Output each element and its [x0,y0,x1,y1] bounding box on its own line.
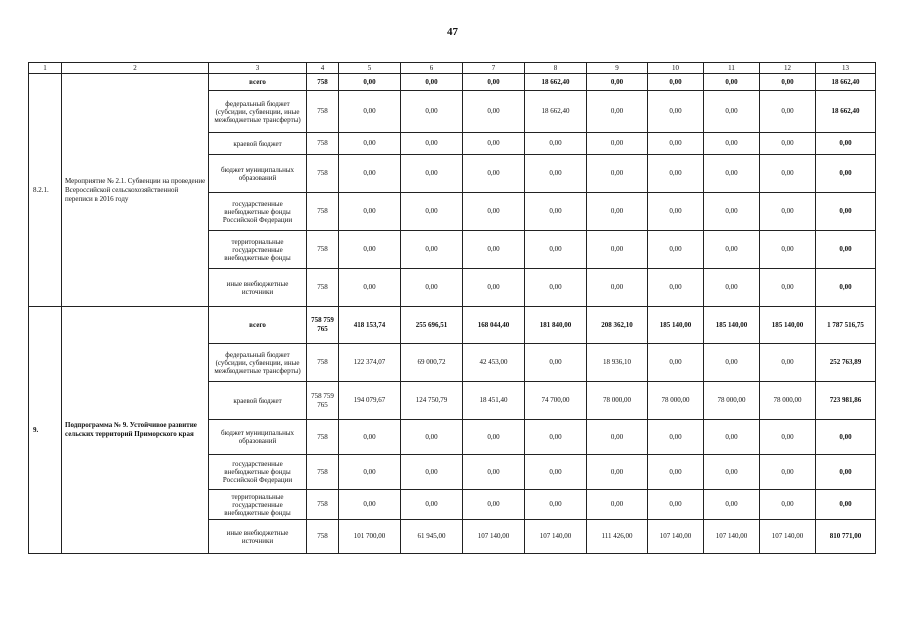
total-cell: 18 662,40 [816,74,876,91]
funding-source: иные внебюджетные источники [209,520,307,554]
value-cell: 0,00 [587,455,648,490]
column-header: 12 [760,63,816,74]
value-cell: 168 044,40 [463,307,525,344]
value-cell: 0,00 [463,193,525,231]
value-cell: 0,00 [339,91,401,133]
value-cell: 0,00 [525,490,587,520]
value-cell: 0,00 [587,133,648,155]
column-header: 10 [648,63,704,74]
total-cell: 1 787 516,75 [816,307,876,344]
value-cell: 18 936,10 [587,344,648,382]
total-cell: 0,00 [816,455,876,490]
value-cell: 0,00 [704,269,760,307]
total-cell: 0,00 [816,420,876,455]
value-cell: 0,00 [463,133,525,155]
value-cell: 0,00 [463,155,525,193]
kbk-code: 758 [307,490,339,520]
value-cell: 0,00 [648,420,704,455]
funding-source: краевой бюджет [209,133,307,155]
value-cell: 0,00 [648,74,704,91]
value-cell: 18 662,40 [525,74,587,91]
funding-source: всего [209,307,307,344]
value-cell: 111 426,00 [587,520,648,554]
value-cell: 78 000,00 [704,382,760,420]
value-cell: 0,00 [587,420,648,455]
value-cell: 255 696,51 [401,307,463,344]
column-header: 2 [62,63,209,74]
value-cell: 0,00 [339,155,401,193]
value-cell: 194 079,67 [339,382,401,420]
value-cell: 0,00 [704,420,760,455]
value-cell: 0,00 [525,231,587,269]
value-cell: 0,00 [760,91,816,133]
value-cell: 0,00 [339,193,401,231]
table-row [29,307,876,344]
value-cell: 0,00 [587,155,648,193]
value-cell: 0,00 [704,155,760,193]
value-cell: 0,00 [704,455,760,490]
funding-source: государственные внебюджетные фонды Российской Федерации [209,455,307,490]
value-cell: 74 700,00 [525,382,587,420]
value-cell: 185 140,00 [760,307,816,344]
value-cell: 0,00 [704,74,760,91]
column-header: 4 [307,63,339,74]
column-header: 8 [525,63,587,74]
value-cell: 185 140,00 [704,307,760,344]
kbk-code: 758 [307,193,339,231]
value-cell: 0,00 [463,269,525,307]
value-cell: 0,00 [760,490,816,520]
funding-source: иные внебюджетные источники [209,269,307,307]
value-cell: 0,00 [648,344,704,382]
kbk-code: 758 759 765 [307,307,339,344]
value-cell: 18 662,40 [525,91,587,133]
table-row [29,74,876,91]
column-header: 13 [816,63,876,74]
value-cell: 42 453,00 [463,344,525,382]
value-cell: 107 140,00 [463,520,525,554]
value-cell: 0,00 [760,420,816,455]
value-cell: 0,00 [648,231,704,269]
value-cell: 0,00 [339,231,401,269]
value-cell: 0,00 [401,455,463,490]
total-cell: 810 771,00 [816,520,876,554]
value-cell: 107 140,00 [525,520,587,554]
kbk-code: 758 [307,420,339,455]
kbk-code: 758 [307,91,339,133]
value-cell: 0,00 [525,155,587,193]
value-cell: 0,00 [401,91,463,133]
funding-source: бюджет муниципальных образований [209,420,307,455]
total-cell: 252 763,89 [816,344,876,382]
value-cell: 0,00 [760,155,816,193]
value-cell: 0,00 [401,269,463,307]
value-cell: 0,00 [463,231,525,269]
budget-table [28,62,876,554]
column-header: 3 [209,63,307,74]
funding-source: территориальные государственные внебюджетные фонды [209,231,307,269]
value-cell: 0,00 [587,231,648,269]
total-cell: 723 981,86 [816,382,876,420]
value-cell: 78 000,00 [648,382,704,420]
value-cell: 0,00 [760,269,816,307]
value-cell: 107 140,00 [704,520,760,554]
value-cell: 0,00 [525,455,587,490]
kbk-code: 758 [307,269,339,307]
value-cell: 124 750,79 [401,382,463,420]
value-cell: 61 945,00 [401,520,463,554]
value-cell: 69 000,72 [401,344,463,382]
column-header: 7 [463,63,525,74]
value-cell: 0,00 [463,74,525,91]
column-header: 6 [401,63,463,74]
value-cell: 0,00 [704,490,760,520]
value-cell: 0,00 [648,455,704,490]
total-cell: 0,00 [816,231,876,269]
value-cell: 0,00 [401,155,463,193]
kbk-code: 758 [307,155,339,193]
kbk-code: 758 [307,231,339,269]
value-cell: 0,00 [760,193,816,231]
value-cell: 0,00 [704,91,760,133]
value-cell: 107 140,00 [760,520,816,554]
value-cell: 208 362,10 [587,307,648,344]
total-cell: 0,00 [816,490,876,520]
value-cell: 0,00 [525,344,587,382]
page-number: 47 [447,26,458,38]
value-cell: 0,00 [648,193,704,231]
value-cell: 418 153,74 [339,307,401,344]
value-cell: 0,00 [339,420,401,455]
value-cell: 0,00 [760,74,816,91]
funding-source: всего [209,74,307,91]
value-cell: 0,00 [704,344,760,382]
funding-source: федеральный бюджет (субсидии, субвенции, иные межбюджетные трансферты) [209,344,307,382]
header-row [29,63,876,74]
value-cell: 107 140,00 [648,520,704,554]
value-cell: 0,00 [463,91,525,133]
funding-source: бюджет муниципальных образований [209,155,307,193]
value-cell: 185 140,00 [648,307,704,344]
value-cell: 0,00 [339,490,401,520]
value-cell: 0,00 [339,455,401,490]
value-cell: 0,00 [587,74,648,91]
value-cell: 0,00 [760,231,816,269]
value-cell: 18 451,40 [463,382,525,420]
kbk-code: 758 759 765 [307,382,339,420]
column-header: 5 [339,63,401,74]
value-cell: 0,00 [760,455,816,490]
kbk-code: 758 [307,344,339,382]
kbk-code: 758 [307,455,339,490]
funding-source: федеральный бюджет (субсидии, субвенции, иные межбюджетные трансферты) [209,91,307,133]
value-cell: 122 374,07 [339,344,401,382]
funding-source: краевой бюджет [209,382,307,420]
value-cell: 0,00 [587,193,648,231]
value-cell: 0,00 [525,420,587,455]
column-header: 11 [704,63,760,74]
value-cell: 0,00 [704,193,760,231]
value-cell: 78 000,00 [587,382,648,420]
value-cell: 0,00 [463,455,525,490]
total-cell: 18 662,40 [816,91,876,133]
value-cell: 0,00 [401,133,463,155]
value-cell: 0,00 [401,490,463,520]
item-code: 9. [29,307,62,554]
value-cell: 0,00 [648,91,704,133]
kbk-code: 758 [307,74,339,91]
value-cell: 0,00 [339,269,401,307]
value-cell: 0,00 [401,74,463,91]
value-cell: 0,00 [760,133,816,155]
total-cell: 0,00 [816,155,876,193]
value-cell: 0,00 [339,133,401,155]
value-cell: 0,00 [401,231,463,269]
value-cell: 78 000,00 [760,382,816,420]
column-header: 1 [29,63,62,74]
value-cell: 101 700,00 [339,520,401,554]
value-cell: 0,00 [704,133,760,155]
funding-source: государственные внебюджетные фонды Российской Федерации [209,193,307,231]
value-cell: 0,00 [401,420,463,455]
value-cell: 0,00 [525,269,587,307]
value-cell: 0,00 [339,74,401,91]
total-cell: 0,00 [816,133,876,155]
value-cell: 0,00 [587,490,648,520]
total-cell: 0,00 [816,269,876,307]
value-cell: 0,00 [401,193,463,231]
value-cell: 0,00 [525,193,587,231]
value-cell: 0,00 [587,269,648,307]
value-cell: 0,00 [704,231,760,269]
value-cell: 0,00 [463,490,525,520]
value-cell: 0,00 [648,133,704,155]
kbk-code: 758 [307,520,339,554]
value-cell: 0,00 [760,344,816,382]
value-cell: 0,00 [648,490,704,520]
column-header: 9 [587,63,648,74]
value-cell: 0,00 [648,269,704,307]
value-cell: 0,00 [587,91,648,133]
value-cell: 0,00 [648,155,704,193]
total-cell: 0,00 [816,193,876,231]
item-name: Мероприятие № 2.1. Субвенции на проведение Всероссийской сельскохозяйственной переписи в 2016 году [62,74,209,307]
value-cell: 0,00 [525,133,587,155]
kbk-code: 758 [307,133,339,155]
item-name: Подпрограмма № 9. Устойчивое развитие сельских территорий Приморского края [62,307,209,554]
value-cell: 181 840,00 [525,307,587,344]
funding-source: территориальные государственные внебюджетные фонды [209,490,307,520]
item-code: 8.2.1. [29,74,62,307]
value-cell: 0,00 [463,420,525,455]
